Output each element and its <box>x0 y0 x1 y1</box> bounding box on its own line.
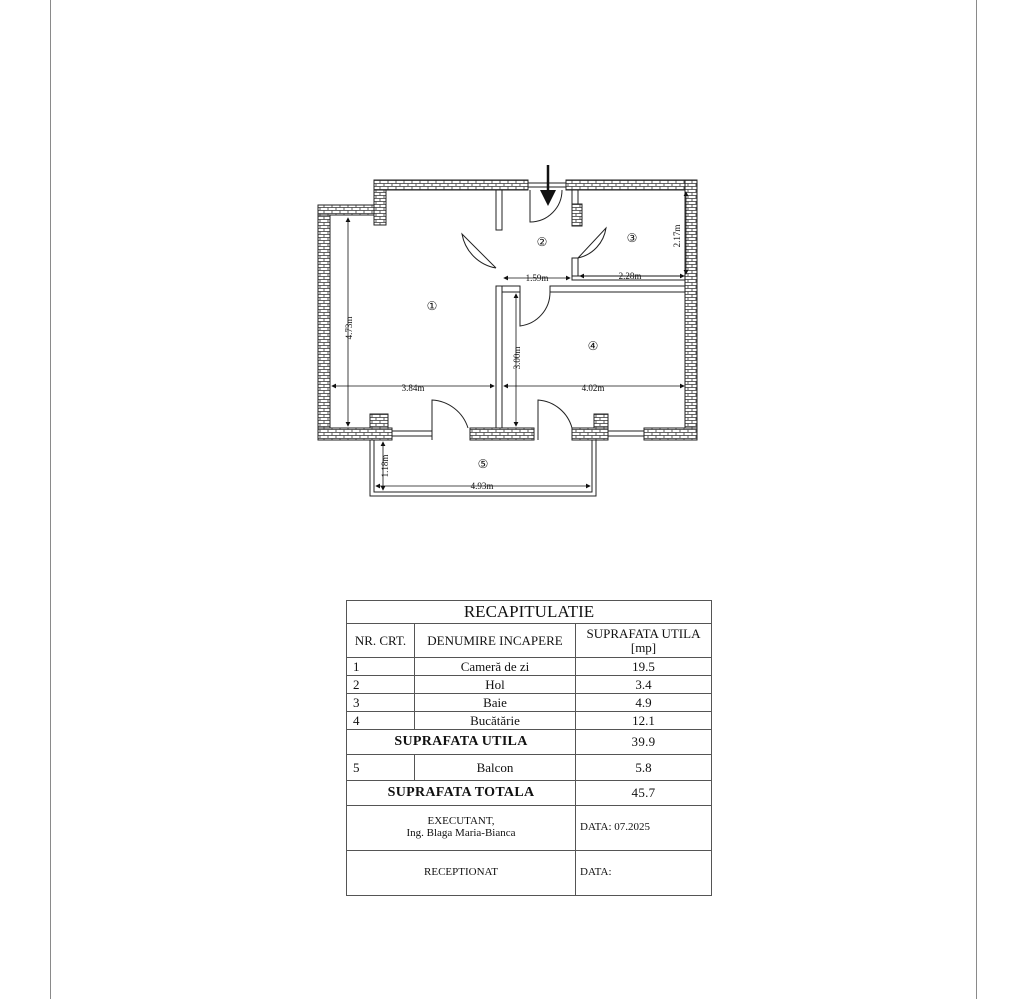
table-row <box>347 658 712 676</box>
dim-hall-width: 1.59m <box>525 273 549 283</box>
row-nr: 4 <box>347 712 415 730</box>
row-area: 4.9 <box>576 694 712 712</box>
room-number-4: ④ <box>587 339 599 353</box>
receptionat-row <box>347 851 712 896</box>
row-area: 5.8 <box>576 755 712 781</box>
row-name: Cameră de zi <box>415 658 576 676</box>
header-nr: NR. CRT. <box>347 624 415 658</box>
row-nr: 3 <box>347 694 415 712</box>
row-nr: 5 <box>347 755 415 781</box>
useful-area-value: 39.9 <box>576 730 712 755</box>
table-row <box>347 694 712 712</box>
row-area: 19.5 <box>576 658 712 676</box>
receptionat-label: RECEPTIONAT <box>347 851 576 896</box>
dimension-labels <box>344 225 682 491</box>
row-name: Baie <box>415 694 576 712</box>
table-row <box>347 755 712 781</box>
dim-bath-height: 2.17m <box>672 224 682 248</box>
executant-name: Ing. Blaga Maria-Bianca <box>406 827 516 839</box>
row-name: Bucătărie <box>415 712 576 730</box>
room-number-1: ① <box>426 299 438 313</box>
dim-room1-width: 3.84m <box>401 383 425 393</box>
useful-area-row <box>347 730 712 755</box>
row-nr: 1 <box>347 658 415 676</box>
exterior-walls <box>318 180 697 440</box>
header-area: SUPRAFATA UTILA [mp] <box>576 624 712 658</box>
table-row <box>347 676 712 694</box>
executant-label: EXECUTANT, <box>427 815 495 828</box>
table-row <box>347 712 712 730</box>
row-nr: 2 <box>347 676 415 694</box>
useful-area-label: SUPRAFATA UTILA <box>347 730 576 755</box>
row-name: Hol <box>415 676 576 694</box>
recapitulation-table <box>346 600 712 896</box>
total-area-row <box>347 781 712 806</box>
row-area: 12.1 <box>576 712 712 730</box>
table-title: RECAPITULATIE <box>347 601 712 624</box>
header-name: DENUMIRE INCAPERE <box>415 624 576 658</box>
room-number-5: ⑤ <box>477 457 489 471</box>
dim-balcony-width: 4.93m <box>470 481 494 491</box>
dim-balcony-depth: 1.18m <box>380 454 390 478</box>
dim-bath-width: 2.28m <box>618 271 642 281</box>
executant-row <box>347 806 712 851</box>
total-area-label: SUPRAFATA TOTALA <box>347 781 576 806</box>
door-swings <box>432 190 606 440</box>
entrance-arrow-icon <box>540 165 556 206</box>
room-number-2: ② <box>536 235 548 249</box>
row-area: 3.4 <box>576 676 712 694</box>
dim-room1-height: 4.73m <box>344 316 354 340</box>
row-name: Balcon <box>415 755 576 781</box>
room-number-3: ③ <box>626 231 638 245</box>
dim-kitchen-width: 4.02m <box>581 383 605 393</box>
executant-date: DATA: 07.2025 <box>576 806 712 851</box>
dim-kitchen-height: 3.00m <box>512 346 522 370</box>
executant-cell <box>347 806 576 851</box>
receptionat-date: DATA: <box>576 851 712 896</box>
total-area-value: 45.7 <box>576 781 712 806</box>
